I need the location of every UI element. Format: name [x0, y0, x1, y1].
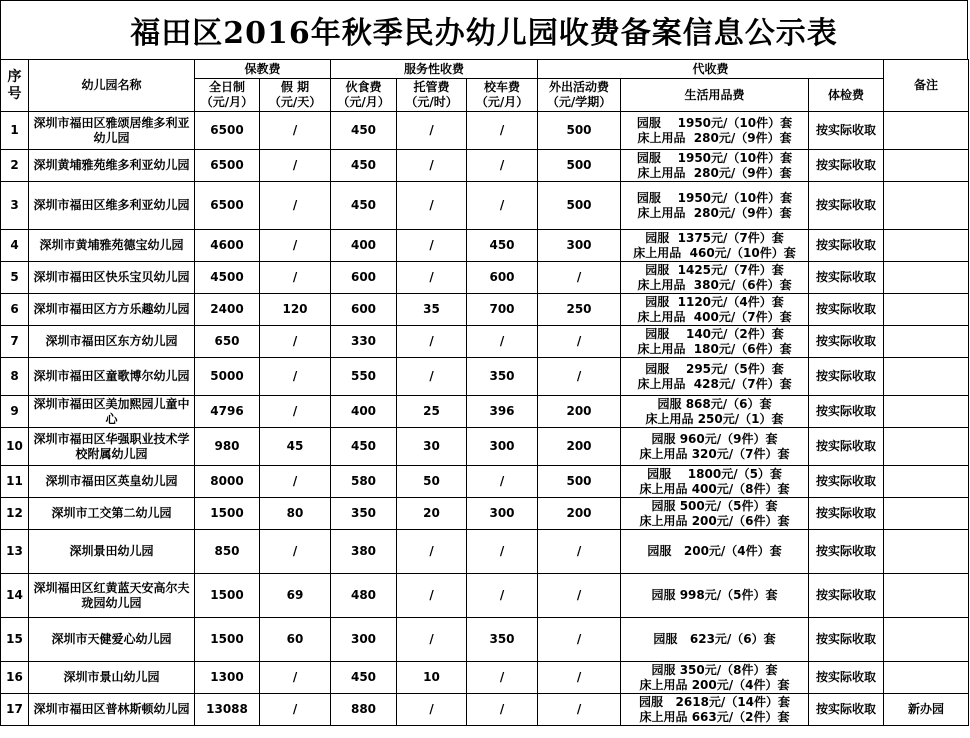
- holiday-fee: /: [260, 230, 331, 262]
- bus-fee: /: [467, 466, 538, 498]
- checkup-fee: 按实际收取: [809, 326, 884, 358]
- holiday-fee: /: [260, 182, 331, 230]
- header-full-day: 全日制 （元/月）: [195, 79, 260, 112]
- row-number: 4: [1, 230, 29, 262]
- header-name: 幼儿园名称: [29, 60, 195, 112]
- checkup-fee: 按实际收取: [809, 294, 884, 326]
- custody-fee: /: [397, 112, 467, 150]
- kindergarten-name: 深圳市福田区美加熙园儿童中心: [29, 396, 195, 428]
- remark: [884, 530, 969, 574]
- bus-fee: 300: [467, 498, 538, 530]
- holiday-fee: /: [260, 112, 331, 150]
- remark: [884, 396, 969, 428]
- checkup-fee: 按实际收取: [809, 358, 884, 396]
- custody-fee: 25: [397, 396, 467, 428]
- outing-fee: 200: [538, 428, 621, 466]
- header-outing: 外出活动费 （元/学期）: [538, 79, 621, 112]
- supplies-fee: [621, 530, 809, 574]
- kindergarten-name: 深圳市福田区方方乐趣幼儿园: [29, 294, 195, 326]
- custody-fee: /: [397, 182, 467, 230]
- full-day-fee: 6500: [195, 150, 260, 182]
- holiday-fee: /: [260, 326, 331, 358]
- holiday-fee: /: [260, 466, 331, 498]
- remark: [884, 618, 969, 662]
- row-number: 1: [1, 112, 29, 150]
- table-row: [1, 428, 969, 466]
- bus-fee: /: [467, 694, 538, 726]
- header-checkup: 体检费: [809, 79, 884, 112]
- table-row: [1, 294, 969, 326]
- bus-fee: /: [467, 662, 538, 694]
- supplies-line: 园服 2618元/（14件）套: [639, 694, 791, 709]
- supplies-line: 床上用品 250元/（1）套: [645, 411, 784, 426]
- supplies-fee: [621, 230, 809, 262]
- holiday-fee: /: [260, 358, 331, 396]
- custody-fee: /: [397, 530, 467, 574]
- supplies-fee: [621, 112, 809, 150]
- checkup-fee: 按实际收取: [809, 182, 884, 230]
- supplies-fee: [621, 262, 809, 294]
- supplies-line: 床上用品 280元/（9件）套: [637, 205, 792, 220]
- kindergarten-name: 深圳市福田区快乐宝贝幼儿园: [29, 262, 195, 294]
- full-day-fee: 980: [195, 428, 260, 466]
- supplies-line: 园服 1800元/（5）套: [647, 466, 782, 481]
- full-day-fee: 13088: [195, 694, 260, 726]
- remark: [884, 358, 969, 396]
- supplies-fee: [621, 694, 809, 726]
- custody-fee: 50: [397, 466, 467, 498]
- supplies-fee: [621, 498, 809, 530]
- holiday-fee: /: [260, 262, 331, 294]
- checkup-fee: 按实际收取: [809, 230, 884, 262]
- supplies-fee: [621, 294, 809, 326]
- holiday-fee: /: [260, 150, 331, 182]
- kindergarten-name: 深圳市工交第二幼儿园: [29, 498, 195, 530]
- remark: 新办园: [884, 694, 969, 726]
- meal-fee: 300: [331, 618, 397, 662]
- table-row: [1, 358, 969, 396]
- outing-fee: 500: [538, 466, 621, 498]
- custody-fee: /: [397, 230, 467, 262]
- bus-fee: /: [467, 182, 538, 230]
- supplies-fee: [621, 466, 809, 498]
- supplies-fee: [621, 326, 809, 358]
- supplies-line: 床上用品 280元/（9件）套: [637, 165, 792, 180]
- custody-fee: 20: [397, 498, 467, 530]
- kindergarten-name: 深圳市福田区英皇幼儿园: [29, 466, 195, 498]
- outing-fee: /: [538, 358, 621, 396]
- checkup-fee: 按实际收取: [809, 574, 884, 618]
- full-day-fee: 2400: [195, 294, 260, 326]
- supplies-line: 床上用品 380元/（6件）套: [637, 277, 792, 292]
- supplies-line: 园服 350元/（8件）套: [651, 662, 778, 677]
- supplies-line: 园服 1425元/（7件）套: [645, 262, 784, 277]
- holiday-fee: 120: [260, 294, 331, 326]
- meal-fee: 400: [331, 230, 397, 262]
- table-row: [1, 150, 969, 182]
- full-day-fee: 1500: [195, 574, 260, 618]
- full-day-fee: 8000: [195, 466, 260, 498]
- table-row: [1, 694, 969, 726]
- custody-fee: /: [397, 262, 467, 294]
- checkup-fee: 按实际收取: [809, 112, 884, 150]
- kindergarten-name: 深圳市福田区普林斯顿幼儿园: [29, 694, 195, 726]
- supplies-fee: [621, 182, 809, 230]
- full-day-fee: 5000: [195, 358, 260, 396]
- full-day-fee: 6500: [195, 112, 260, 150]
- outing-fee: /: [538, 618, 621, 662]
- page-title: 福田区2016年秋季民办幼儿园收费备案信息公示表: [0, 0, 968, 60]
- bus-fee: 396: [467, 396, 538, 428]
- outing-fee: /: [538, 530, 621, 574]
- custody-fee: /: [397, 150, 467, 182]
- bus-fee: /: [467, 530, 538, 574]
- kindergarten-name: 深圳市天健爱心幼儿园: [29, 618, 195, 662]
- remark: [884, 112, 969, 150]
- checkup-fee: 按实际收取: [809, 694, 884, 726]
- supplies-line: 园服 295元/（5件）套: [645, 361, 784, 376]
- header-holiday: 假 期 （元/天）: [260, 79, 331, 112]
- supplies-line: 床上用品 428元/（7件）套: [637, 376, 792, 391]
- holiday-fee: /: [260, 530, 331, 574]
- supplies-line: 床上用品 280元/（9件）套: [637, 130, 792, 145]
- row-number: 6: [1, 294, 29, 326]
- meal-fee: 450: [331, 112, 397, 150]
- supplies-line: 园服 200元/（4件）套: [647, 544, 782, 558]
- table-row: [1, 112, 969, 150]
- table-row: [1, 262, 969, 294]
- kindergarten-name: 深圳市福田区雅颂居维多利亚幼儿园: [29, 112, 195, 150]
- remark: [884, 262, 969, 294]
- supplies-line: 床上用品 400元/（8件）套: [639, 481, 790, 496]
- outing-fee: /: [538, 662, 621, 694]
- header-bus: 校车费 （元/月）: [467, 79, 538, 112]
- holiday-fee: 69: [260, 574, 331, 618]
- kindergarten-name: 深圳市黄埔雅苑德宝幼儿园: [29, 230, 195, 262]
- meal-fee: 600: [331, 294, 397, 326]
- row-number: 7: [1, 326, 29, 358]
- remark: [884, 498, 969, 530]
- remark: [884, 230, 969, 262]
- full-day-fee: 4600: [195, 230, 260, 262]
- supplies-fee: [621, 662, 809, 694]
- bus-fee: /: [467, 326, 538, 358]
- custody-fee: 10: [397, 662, 467, 694]
- bus-fee: 350: [467, 618, 538, 662]
- row-number: 5: [1, 262, 29, 294]
- kindergarten-name: 深圳福田区红黄蓝天安高尔夫珑园幼儿园: [29, 574, 195, 618]
- kindergarten-name: 深圳市福田区华强职业技术学校附属幼儿园: [29, 428, 195, 466]
- custody-fee: /: [397, 574, 467, 618]
- full-day-fee: 4796: [195, 396, 260, 428]
- meal-fee: 450: [331, 182, 397, 230]
- custody-fee: /: [397, 326, 467, 358]
- supplies-line: 床上用品 460元/（10件）套: [633, 245, 796, 260]
- table-row: [1, 182, 969, 230]
- meal-fee: 600: [331, 262, 397, 294]
- full-day-fee: 4500: [195, 262, 260, 294]
- row-number: 11: [1, 466, 29, 498]
- meal-fee: 480: [331, 574, 397, 618]
- full-day-fee: 6500: [195, 182, 260, 230]
- kindergarten-name: 深圳景田幼儿园: [29, 530, 195, 574]
- table-row: [1, 498, 969, 530]
- bus-fee: 600: [467, 262, 538, 294]
- header-remark: 备注: [884, 60, 969, 112]
- meal-fee: 880: [331, 694, 397, 726]
- meal-fee: 580: [331, 466, 397, 498]
- checkup-fee: 按实际收取: [809, 396, 884, 428]
- remark: [884, 574, 969, 618]
- table-row: [1, 574, 969, 618]
- row-number: 2: [1, 150, 29, 182]
- outing-fee: /: [538, 262, 621, 294]
- holiday-fee: 60: [260, 618, 331, 662]
- supplies-line: 园服 1375元/（7件）套: [645, 230, 784, 245]
- checkup-fee: 按实际收取: [809, 150, 884, 182]
- meal-fee: 380: [331, 530, 397, 574]
- custody-fee: 35: [397, 294, 467, 326]
- header-childcare-group: 保教费: [195, 60, 331, 79]
- bus-fee: 450: [467, 230, 538, 262]
- outing-fee: 500: [538, 182, 621, 230]
- supplies-fee: [621, 358, 809, 396]
- table-row: [1, 530, 969, 574]
- supplies-line: 园服 1950元/（10件）套: [636, 150, 793, 165]
- row-number: 10: [1, 428, 29, 466]
- remark: [884, 662, 969, 694]
- custody-fee: /: [397, 358, 467, 396]
- checkup-fee: 按实际收取: [809, 498, 884, 530]
- fee-rows: [1, 112, 969, 726]
- fee-table: [0, 59, 969, 726]
- supplies-line: 床上用品 320元/（7件）套: [639, 446, 790, 461]
- supplies-line: 园服 1950元/（10件）套: [636, 190, 793, 205]
- meal-fee: 450: [331, 428, 397, 466]
- remark: [884, 150, 969, 182]
- checkup-fee: 按实际收取: [809, 662, 884, 694]
- bus-fee: /: [467, 112, 538, 150]
- supplies-fee: [621, 396, 809, 428]
- supplies-line: 床上用品 200元/（4件）套: [639, 677, 790, 692]
- header-meal: 伙食费 （元/月）: [331, 79, 397, 112]
- header-custody: 托管费 （元/时）: [397, 79, 467, 112]
- bus-fee: 700: [467, 294, 538, 326]
- custody-fee: 30: [397, 428, 467, 466]
- supplies-line: 园服 868元/（6）套: [657, 396, 772, 411]
- meal-fee: 350: [331, 498, 397, 530]
- full-day-fee: 1500: [195, 618, 260, 662]
- supplies-line: 床上用品 200元/（6件）套: [639, 513, 790, 528]
- supplies-line: 床上用品 663元/（2件）套: [639, 709, 790, 724]
- row-number: 13: [1, 530, 29, 574]
- supplies-fee: [621, 618, 809, 662]
- holiday-fee: 45: [260, 428, 331, 466]
- outing-fee: 200: [538, 498, 621, 530]
- header-supplies: 生活用品费: [621, 79, 809, 112]
- row-number: 12: [1, 498, 29, 530]
- holiday-fee: 80: [260, 498, 331, 530]
- kindergarten-name: 深圳市福田区童歌博尔幼儿园: [29, 358, 195, 396]
- custody-fee: /: [397, 694, 467, 726]
- holiday-fee: /: [260, 694, 331, 726]
- supplies-fee: [621, 428, 809, 466]
- checkup-fee: 按实际收取: [809, 466, 884, 498]
- kindergarten-name: 深圳市福田区维多利亚幼儿园: [29, 182, 195, 230]
- remark: [884, 428, 969, 466]
- supplies-line: 床上用品 400元/（7件）套: [637, 309, 792, 324]
- meal-fee: 450: [331, 662, 397, 694]
- full-day-fee: 650: [195, 326, 260, 358]
- outing-fee: 250: [538, 294, 621, 326]
- bus-fee: 350: [467, 358, 538, 396]
- supplies-line: 园服 998元/（5件）套: [651, 588, 778, 602]
- header-agency-group: 代收费: [538, 60, 884, 79]
- holiday-fee: /: [260, 662, 331, 694]
- supplies-line: 园服 1950元/（10件）套: [636, 115, 793, 130]
- table-row: [1, 466, 969, 498]
- checkup-fee: 按实际收取: [809, 262, 884, 294]
- outing-fee: 500: [538, 150, 621, 182]
- outing-fee: /: [538, 574, 621, 618]
- row-number: 3: [1, 182, 29, 230]
- meal-fee: 330: [331, 326, 397, 358]
- full-day-fee: 1500: [195, 498, 260, 530]
- row-number: 16: [1, 662, 29, 694]
- bus-fee: 300: [467, 428, 538, 466]
- kindergarten-name: 深圳黄埔雅苑维多利亚幼儿园: [29, 150, 195, 182]
- bus-fee: /: [467, 574, 538, 618]
- outing-fee: /: [538, 326, 621, 358]
- meal-fee: 400: [331, 396, 397, 428]
- outing-fee: 300: [538, 230, 621, 262]
- checkup-fee: 按实际收取: [809, 530, 884, 574]
- table-row: [1, 396, 969, 428]
- row-number: 8: [1, 358, 29, 396]
- table-row: [1, 230, 969, 262]
- header-service-group: 服务性收费: [331, 60, 538, 79]
- supplies-line: 园服 960元/（9件）套: [651, 431, 778, 446]
- kindergarten-name: 深圳市福田区东方幼儿园: [29, 326, 195, 358]
- supplies-line: 床上用品 180元/（6件）套: [637, 341, 792, 356]
- supplies-line: 园服 140元/（2件）套: [645, 326, 784, 341]
- row-number: 15: [1, 618, 29, 662]
- supplies-line: 园服 1120元/（4件）套: [645, 294, 784, 309]
- row-number: 14: [1, 574, 29, 618]
- row-number: 9: [1, 396, 29, 428]
- holiday-fee: /: [260, 396, 331, 428]
- bus-fee: /: [467, 150, 538, 182]
- supplies-line: 园服 500元/（5件）套: [651, 498, 778, 513]
- full-day-fee: 850: [195, 530, 260, 574]
- custody-fee: /: [397, 618, 467, 662]
- outing-fee: 500: [538, 112, 621, 150]
- table-row: [1, 326, 969, 358]
- supplies-fee: [621, 574, 809, 618]
- supplies-line: 园服 623元/（6）套: [653, 632, 776, 646]
- remark: [884, 326, 969, 358]
- header-seq: 序号: [1, 60, 29, 112]
- supplies-fee: [621, 150, 809, 182]
- remark: [884, 294, 969, 326]
- kindergarten-name: 深圳市景山幼儿园: [29, 662, 195, 694]
- full-day-fee: 1300: [195, 662, 260, 694]
- table-row: [1, 662, 969, 694]
- meal-fee: 550: [331, 358, 397, 396]
- meal-fee: 450: [331, 150, 397, 182]
- outing-fee: 200: [538, 396, 621, 428]
- remark: [884, 466, 969, 498]
- table-row: [1, 618, 969, 662]
- checkup-fee: 按实际收取: [809, 428, 884, 466]
- row-number: 17: [1, 694, 29, 726]
- checkup-fee: 按实际收取: [809, 618, 884, 662]
- remark: [884, 182, 969, 230]
- outing-fee: /: [538, 694, 621, 726]
